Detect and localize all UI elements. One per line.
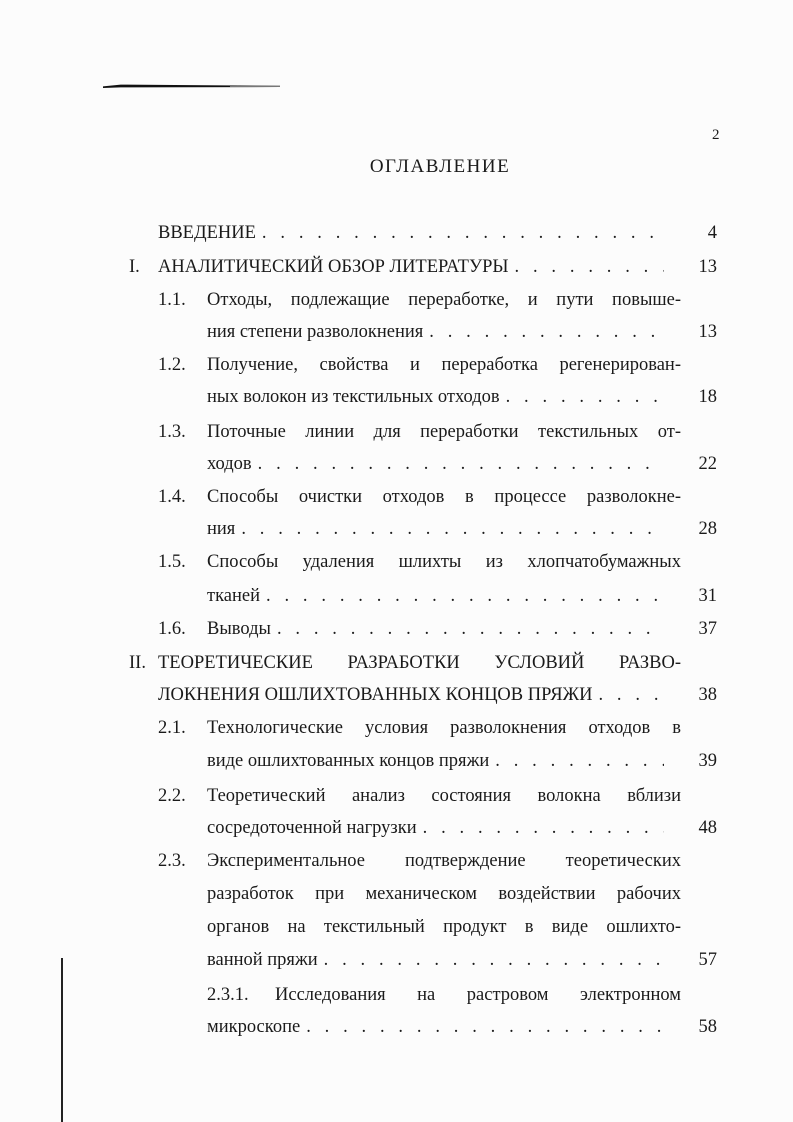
toc-entry-1-6 xyxy=(207,618,670,640)
toc-entry-chapter-1 xyxy=(158,256,670,278)
toc-subsubsection-number: 2.3.1. xyxy=(207,985,249,1005)
toc-entry-text: виде ошлихтованных концов пряжи xyxy=(207,751,490,771)
dot-leader xyxy=(258,453,664,475)
dot-leader xyxy=(306,1016,664,1038)
toc-page-ref: 13 xyxy=(698,322,717,342)
dot-leader xyxy=(598,684,664,706)
toc-entry-line: Способы очистки отходов в процессе разволокне- xyxy=(207,487,681,507)
toc-entry-text: ния степени разволокнения xyxy=(207,322,424,342)
toc-entry-line: Способы удаления шлихты из хлопчатобумажных xyxy=(207,552,681,572)
dot-leader xyxy=(423,817,664,839)
toc-subsection-number: 1.4. xyxy=(158,487,186,507)
toc-entry-chapter-2 xyxy=(158,684,670,706)
toc-page-ref: 57 xyxy=(698,950,717,970)
toc-subsection-number: 1.3. xyxy=(158,422,186,442)
toc-section-number: I. xyxy=(129,257,140,277)
dot-leader xyxy=(241,518,664,540)
toc-entry-line: Получение, свойства и переработка регенерирован- xyxy=(207,355,681,375)
dot-leader xyxy=(429,321,664,343)
dot-leader xyxy=(506,386,664,408)
toc-entry-text: микроскопе xyxy=(207,1017,301,1037)
toc-section-number: II. xyxy=(129,653,146,673)
dot-leader xyxy=(515,256,664,278)
toc-entry-text: ванной пряжи xyxy=(207,950,318,970)
toc-subsection-number: 1.1. xyxy=(158,290,186,310)
toc-subsection-number: 1.5. xyxy=(158,552,186,572)
toc-entry-text: ВВЕДЕНИЕ xyxy=(158,223,256,243)
toc-page-ref: 4 xyxy=(707,223,717,243)
toc-title: ОГЛАВЛЕНИЕ xyxy=(369,156,511,177)
dot-leader xyxy=(495,750,664,772)
toc-entry-line: Технологические условия разволокнения отходов в xyxy=(207,718,681,738)
toc-page-ref: 31 xyxy=(698,586,717,606)
toc-entry-text: ния xyxy=(207,519,236,539)
scan-edge-rule xyxy=(61,958,63,1122)
toc-page-ref: 18 xyxy=(698,387,717,407)
page-number: 2 xyxy=(712,127,720,143)
toc-entry-line: разработок при механическом воздействии рабочих xyxy=(207,884,681,904)
toc-entry-text: АНАЛИТИЧЕСКИЙ ОБЗОР ЛИТЕРАТУРЫ xyxy=(158,257,509,277)
toc-page-ref: 22 xyxy=(698,454,717,474)
toc-entry-text: сосредоточенной нагрузки xyxy=(207,818,417,838)
dot-leader xyxy=(277,618,664,640)
toc-entry-2-3-1 xyxy=(207,1016,670,1038)
toc-entry-1-4 xyxy=(207,518,670,540)
toc-entry-1-1 xyxy=(207,321,670,343)
toc-subsection-number: 2.3. xyxy=(158,851,186,871)
toc-entry-text: ных волокон из текстильных отходов xyxy=(207,387,500,407)
dot-leader xyxy=(266,585,664,607)
toc-entry-line: Исследования на растровом электронном xyxy=(275,985,681,1005)
toc-entry-line: Отходы, подлежащие переработке, и пути повыше- xyxy=(207,290,681,310)
toc-page-ref: 58 xyxy=(698,1017,717,1037)
toc-entry-2-3 xyxy=(207,949,670,971)
toc-entry-line: Теоретический анализ состояния волокна вблизи xyxy=(207,786,681,806)
toc-entry-line: ТЕОРЕТИЧЕСКИЕ РАЗРАБОТКИ УСЛОВИЙ РАЗВО- xyxy=(158,653,681,673)
toc-entry-text: ходов xyxy=(207,454,252,474)
toc-entry-line: Поточные линии для переработки текстильных от- xyxy=(207,422,681,442)
toc-entry-text: ЛОКНЕНИЯ ОШЛИХТОВАННЫХ КОНЦОВ ПРЯЖИ xyxy=(158,685,593,705)
scan-artifact-thin-line xyxy=(230,86,280,87)
toc-page-ref: 28 xyxy=(698,519,717,539)
toc-entry-2-1 xyxy=(207,750,670,772)
toc-entry-1-5 xyxy=(207,585,670,607)
toc-page-ref: 13 xyxy=(698,257,717,277)
toc-entry-line: органов на текстильный продукт в виде ошлихто- xyxy=(207,917,681,937)
toc-subsection-number: 2.1. xyxy=(158,718,186,738)
dot-leader xyxy=(262,222,664,244)
toc-subsection-number: 2.2. xyxy=(158,786,186,806)
toc-subsection-number: 1.6. xyxy=(158,619,186,639)
toc-page-ref: 48 xyxy=(698,818,717,838)
toc-entry-text: Выводы xyxy=(207,619,271,639)
toc-page-ref: 37 xyxy=(698,619,717,639)
toc-entry-introduction xyxy=(158,222,670,244)
dot-leader xyxy=(324,949,664,971)
toc-entry-2-2 xyxy=(207,817,670,839)
toc-page-ref: 38 xyxy=(698,685,717,705)
toc-entry-line: Экспериментальное подтверждение теоретических xyxy=(207,851,681,871)
toc-page-ref: 39 xyxy=(698,751,717,771)
toc-entry-1-3 xyxy=(207,453,670,475)
toc-entry-text: тканей xyxy=(207,586,261,606)
toc-entry-1-2 xyxy=(207,386,670,408)
toc-subsection-number: 1.2. xyxy=(158,355,186,375)
